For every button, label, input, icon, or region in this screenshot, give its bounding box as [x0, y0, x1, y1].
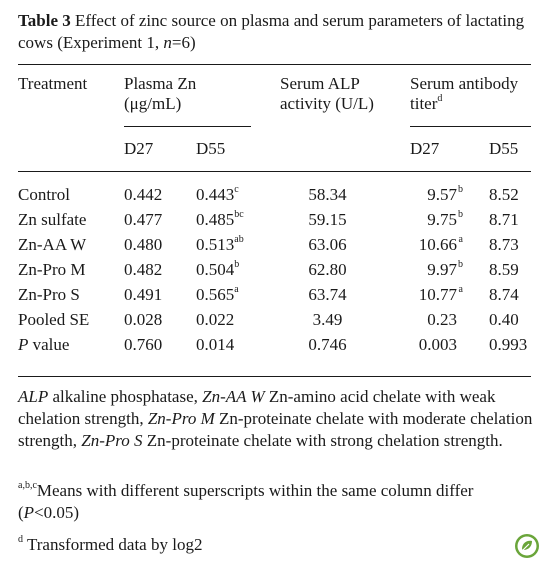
cell-ab-d55: 0.40: [489, 310, 519, 329]
cell-ab-d55: 8.52: [489, 185, 519, 204]
header-zn-d55: D55: [196, 139, 226, 158]
zn-d55-value: 0.014: [196, 335, 235, 354]
header-antibody-line2: titer: [410, 94, 438, 113]
cell-zn-d55: [196, 185, 239, 205]
row-treatment: [18, 285, 80, 305]
header-bottom-rule: [18, 171, 531, 172]
ab-d27-value: 9.97: [427, 260, 457, 279]
cell-zn-d27: 0.477: [124, 210, 163, 229]
header-ab-d27: D27: [410, 139, 440, 158]
table-label: Table 3: [18, 11, 71, 30]
ab-d27-value: 10.66: [418, 235, 457, 254]
cell-ab-d55: 8.74: [489, 285, 519, 304]
p-italic: P: [18, 335, 29, 354]
treatment-label: Zn-AA W: [18, 235, 87, 254]
cell-serum-alp: 62.80: [308, 260, 347, 279]
cell-zn-d55: [196, 310, 234, 330]
abbr-definition: Zn-amino acid chelate with weak chelation strength,: [18, 387, 496, 428]
abbreviation-note: [18, 386, 534, 452]
plasma-zn-subrule: [124, 126, 251, 127]
cell-zn-d27: 0.491: [124, 285, 163, 304]
caption-text: Effect of zinc source on plasma and serum parameters of lactating cows (Experiment 1,: [18, 11, 525, 52]
zn-d55-superscript: a: [234, 284, 239, 296]
transform-note-mark: d: [18, 534, 23, 546]
cell-zn-d27: 0.482: [124, 260, 163, 279]
abbr-definition: Zn-proteinate chelate with strong chelation strength.: [142, 431, 503, 450]
ab-d27-value: 0.23: [427, 310, 457, 329]
treatment-label: Zn sulfate: [18, 210, 87, 229]
abbr-term: ALP: [18, 387, 49, 406]
superscript-note: [18, 480, 534, 524]
treatment-label: Pooled SE: [18, 310, 90, 329]
header-alp-line1: Serum ALP: [280, 74, 360, 93]
row-treatment: [18, 335, 69, 355]
cell-zn-d27: 0.760: [124, 335, 163, 354]
cell-zn-d55: [196, 210, 244, 230]
ab-d27-value: 0.003: [418, 335, 457, 354]
superscript-note-p: P: [23, 503, 35, 522]
cell-serum-alp: 63.74: [308, 285, 347, 304]
header-serum-alp: [280, 74, 374, 114]
abbr-term: Zn-AA W: [202, 387, 265, 406]
cell-zn-d55: [196, 285, 239, 305]
row-treatment: [18, 185, 70, 205]
header-plasma-zn: [124, 74, 196, 114]
top-rule: [18, 64, 531, 65]
treatment-label: Zn-Pro M: [18, 260, 86, 279]
ab-d27-value: 10.77: [418, 285, 457, 304]
antibody-subrule: [410, 126, 531, 127]
zn-d55-value: 0.565: [196, 285, 235, 304]
cell-ab-d27: [395, 310, 463, 330]
zn-d55-value: 0.485: [196, 210, 235, 229]
cell-ab-d55: 0.993: [489, 335, 528, 354]
cell-zn-d27: 0.442: [124, 185, 163, 204]
caption-n: n: [163, 33, 172, 52]
zn-d55-superscript: ab: [234, 234, 244, 246]
transform-note-text: Transformed data by log2: [26, 535, 203, 554]
header-serum-antibody: [410, 74, 518, 114]
header-antibody-line1: Serum antibody: [410, 74, 519, 93]
row-treatment: [18, 210, 86, 230]
row-treatment: [18, 260, 86, 280]
zn-d55-value: 0.022: [196, 310, 235, 329]
abbr-definition: Zn-proteinate chelate with moderate chelation strength,: [18, 409, 533, 450]
superscript-note-text: Means with different superscripts within the same column differ (: [18, 481, 474, 522]
cell-zn-d27: 0.480: [124, 235, 163, 254]
row-treatment: [18, 235, 86, 255]
cell-ab-d55: 8.59: [489, 260, 519, 279]
table-caption: [18, 10, 534, 54]
cell-ab-d55: 8.71: [489, 210, 519, 229]
caption-n-tail: =6): [171, 33, 196, 52]
header-antibody-sup: d: [437, 93, 443, 105]
transform-note: [18, 534, 534, 556]
header-ab-d55: D55: [489, 139, 519, 158]
treatment-label: Control: [18, 185, 70, 204]
superscript-note-tail: <0.05): [34, 503, 80, 522]
p-value-label-tail: value: [28, 335, 70, 354]
header-zn-d27: D27: [124, 139, 154, 158]
header-plasma-zn-line1: Plasma Zn: [124, 74, 197, 93]
springer-open-leaf-icon: [514, 533, 540, 559]
cell-zn-d27: 0.028: [124, 310, 163, 329]
cell-serum-alp: 3.49: [312, 310, 343, 329]
zn-d55-superscript: b: [234, 259, 240, 271]
cell-zn-d55: [196, 260, 239, 280]
cell-ab-d27: 9.57$^b$: [427, 184, 463, 204]
row-treatment: [18, 310, 89, 330]
cell-serum-alp: 58.34: [308, 185, 347, 204]
cell-zn-d55: [196, 335, 234, 355]
cell-zn-d55: [196, 235, 244, 255]
bottom-rule: [18, 376, 531, 377]
abbr-term: Zn-Pro M: [147, 409, 215, 428]
zn-d55-value: 0.504: [196, 260, 235, 279]
cell-serum-alp: 59.15: [308, 210, 347, 229]
cell-ab-d27: [395, 335, 463, 355]
zn-d55-value: 0.443: [196, 185, 235, 204]
abbr-term: Zn-Pro S: [81, 431, 143, 450]
cell-ab-d27: 9.97$^b$: [427, 259, 463, 279]
zn-d55-value: 0.513: [196, 235, 235, 254]
cell-serum-alp: 63.06: [308, 235, 347, 254]
treatment-label: Zn-Pro S: [18, 285, 80, 304]
header-treatment: Treatment: [18, 74, 88, 93]
cell-ab-d27: 9.75$^b$: [427, 209, 463, 229]
cell-ab-d55: 8.73: [489, 235, 519, 254]
header-plasma-zn-line2: (μg/mL): [124, 94, 182, 113]
abbr-definition: alkaline phosphatase,: [48, 387, 203, 406]
ab-d27-value: 9.57: [427, 185, 457, 204]
cell-serum-alp: 0.746: [308, 335, 347, 354]
zn-d55-superscript: c: [234, 184, 239, 196]
superscript-note-mark: a,b,c: [18, 480, 37, 492]
cell-ab-d27: 10.66 $^a$: [418, 234, 463, 254]
cell-ab-d27: 10.77 $^a$: [418, 284, 463, 304]
zn-d55-superscript: bc: [234, 209, 244, 221]
header-alp-line2: activity (U/L): [280, 94, 374, 113]
ab-d27-value: 9.75: [427, 210, 457, 229]
